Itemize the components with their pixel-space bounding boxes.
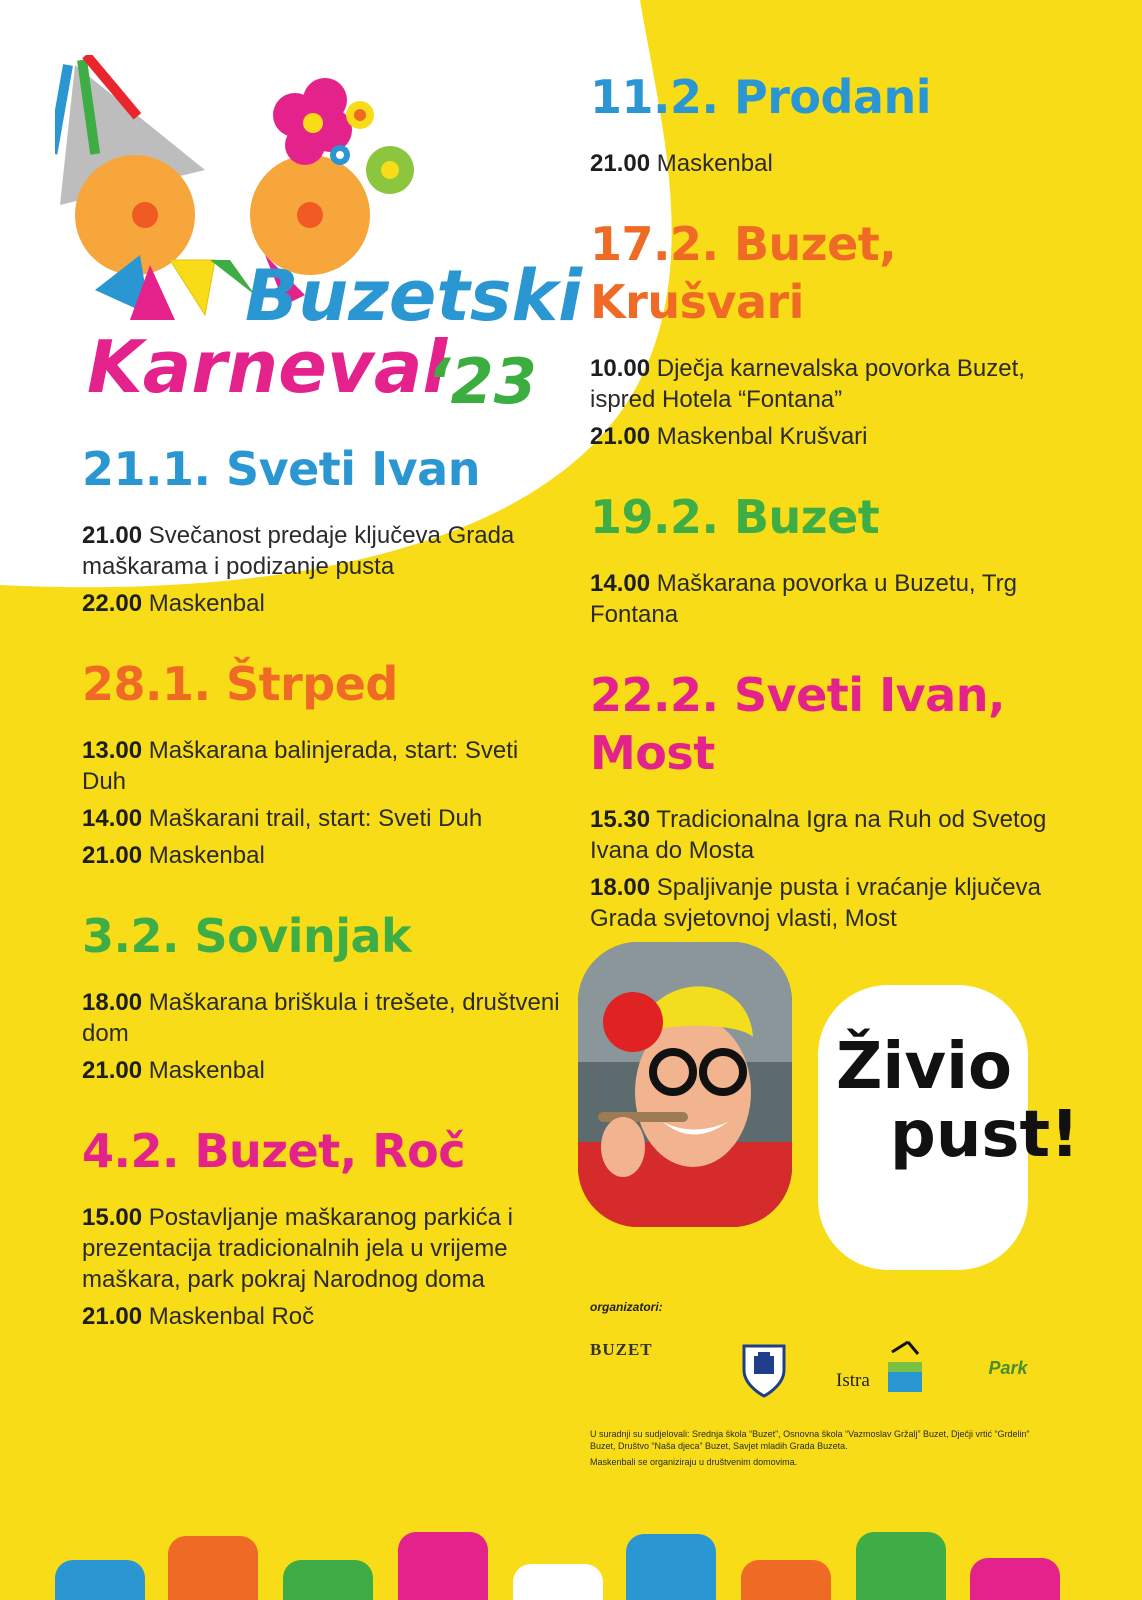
event-text: Maskenbal bbox=[148, 842, 265, 869]
event-time: 21.00 bbox=[82, 1303, 143, 1330]
event-time: 18.00 bbox=[590, 874, 651, 901]
event-text: Maskenbal bbox=[656, 150, 773, 177]
credits-text bbox=[590, 1428, 1050, 1472]
event-time: 22.00 bbox=[82, 590, 143, 617]
event-text: Maškarana briškula i trešete, društveni dom bbox=[82, 989, 560, 1047]
event-section bbox=[590, 68, 1060, 179]
decorative-bars bbox=[0, 1528, 1142, 1600]
slogan-card bbox=[818, 985, 1080, 1270]
logo-title-line1: Buzetski bbox=[245, 255, 583, 337]
coat-of-arms-icon bbox=[740, 1340, 788, 1398]
logo-year: ‘23 bbox=[427, 345, 537, 418]
event-section bbox=[82, 655, 562, 871]
goat-icon bbox=[882, 1340, 928, 1396]
park-logo: Park bbox=[988, 1358, 1028, 1378]
event-section bbox=[590, 666, 1060, 934]
event-time: 21.00 bbox=[82, 522, 143, 549]
event-text: Postavljanje maškaranog parkića i prezentacija tradicionalnih jela u vrijeme maškara, park pokraj Narodnog doma bbox=[82, 1204, 513, 1293]
event-time: 10.00 bbox=[590, 355, 651, 382]
event-time: 21.00 bbox=[82, 1057, 143, 1084]
carnival-logo bbox=[55, 55, 583, 425]
section-heading: 17.2. Buzet, Krušvari bbox=[590, 217, 897, 329]
schedule-left-column bbox=[82, 440, 562, 1368]
event-time: 14.00 bbox=[82, 805, 143, 832]
event-time: 15.00 bbox=[82, 1204, 143, 1231]
event-section bbox=[590, 215, 1060, 452]
event-text: Svečanost predaje ključeva Grada maškarama i podizanje pusta bbox=[82, 522, 515, 580]
section-heading: 11.2. Prodani bbox=[590, 70, 931, 124]
event-text: Maškarana povorka u Buzetu, Trg Fontana bbox=[590, 570, 1017, 628]
event-item bbox=[590, 568, 1060, 630]
event-time: 21.00 bbox=[590, 150, 651, 177]
section-heading: 19.2. Buzet bbox=[590, 490, 880, 544]
event-text: Maškarana balinjerada, start: Sveti Duh bbox=[82, 737, 519, 795]
decor-bar bbox=[741, 1560, 831, 1600]
buzet-logo: BUZET bbox=[590, 1340, 653, 1359]
event-text: Maskenbal Roč bbox=[148, 1303, 315, 1330]
schedule-right-column bbox=[590, 68, 1060, 970]
event-item bbox=[82, 735, 562, 797]
event-time: 15.30 bbox=[590, 806, 651, 833]
section-heading: 3.2. Sovinjak bbox=[82, 909, 412, 963]
event-item bbox=[82, 588, 562, 619]
decor-bar bbox=[856, 1532, 946, 1600]
event-item bbox=[82, 1301, 562, 1332]
event-text: Spaljivanje pusta i vraćanje ključeva Grada svjetovnoj vlasti, Most bbox=[590, 874, 1041, 932]
decor-bar bbox=[168, 1536, 258, 1600]
slogan-line1: Živio bbox=[836, 1030, 1012, 1104]
carnival-photo bbox=[578, 942, 792, 1227]
event-item bbox=[82, 1202, 562, 1295]
event-section bbox=[82, 1122, 562, 1332]
event-item bbox=[82, 803, 562, 834]
event-text: Tradicionalna Igra na Ruh od Svetog Ivana do Mosta bbox=[590, 806, 1047, 864]
section-heading: 21.1. Sveti Ivan bbox=[82, 442, 480, 496]
event-text: Maškarani trail, start: Sveti Duh bbox=[148, 805, 483, 832]
organizers-title: organizatori: bbox=[590, 1300, 663, 1314]
decor-bar bbox=[398, 1532, 488, 1600]
decor-bar bbox=[513, 1564, 603, 1600]
event-time: 18.00 bbox=[82, 989, 143, 1016]
event-item bbox=[590, 148, 1060, 179]
slogan-line2: pust! bbox=[890, 1098, 1080, 1172]
event-time: 14.00 bbox=[590, 570, 651, 597]
section-heading: 22.2. Sveti Ivan, Most bbox=[590, 668, 1005, 780]
event-item bbox=[590, 421, 1060, 452]
event-section bbox=[590, 488, 1060, 630]
section-heading: 4.2. Buzet, Roč bbox=[82, 1124, 466, 1178]
event-time: 13.00 bbox=[82, 737, 143, 764]
event-item bbox=[82, 987, 562, 1049]
event-text: Dječja karnevalska povorka Buzet, ispred Hotela “Fontana” bbox=[590, 355, 1025, 413]
event-item bbox=[590, 353, 1060, 415]
event-section bbox=[82, 440, 562, 619]
istra-logo: Istra bbox=[836, 1370, 870, 1391]
event-item bbox=[590, 872, 1060, 934]
event-item bbox=[590, 804, 1060, 866]
section-heading: 28.1. Štrped bbox=[82, 657, 398, 711]
event-time: 21.00 bbox=[82, 842, 143, 869]
event-text: Maskenbal bbox=[148, 590, 265, 617]
masked-person-image bbox=[578, 942, 792, 1227]
decor-bar bbox=[55, 1560, 145, 1600]
decor-bar bbox=[626, 1534, 716, 1600]
logo-title-line2: Karneval bbox=[87, 325, 448, 409]
event-item bbox=[82, 1055, 562, 1086]
credits-note: Maskenbali se organiziraju u društvenim domovima. bbox=[590, 1457, 798, 1467]
event-text: Maskenbal bbox=[148, 1057, 265, 1084]
decor-bar bbox=[283, 1560, 373, 1600]
event-item bbox=[82, 520, 562, 582]
event-section bbox=[82, 907, 562, 1086]
event-item bbox=[82, 840, 562, 871]
credits-collab: U suradnji su sudjelovali: Srednja škola “Buzet”, Osnovna škola “Vazmoslav Gržalj” Buzet, Dječji vrtić “Grdelin” Buzet, Društvo “Naša djeca” Buzet, Savjet mladih Grada Buzeta. bbox=[590, 1429, 1030, 1451]
decor-bar bbox=[970, 1558, 1060, 1600]
event-time: 21.00 bbox=[590, 423, 651, 450]
event-text: Maskenbal Krušvari bbox=[656, 423, 868, 450]
